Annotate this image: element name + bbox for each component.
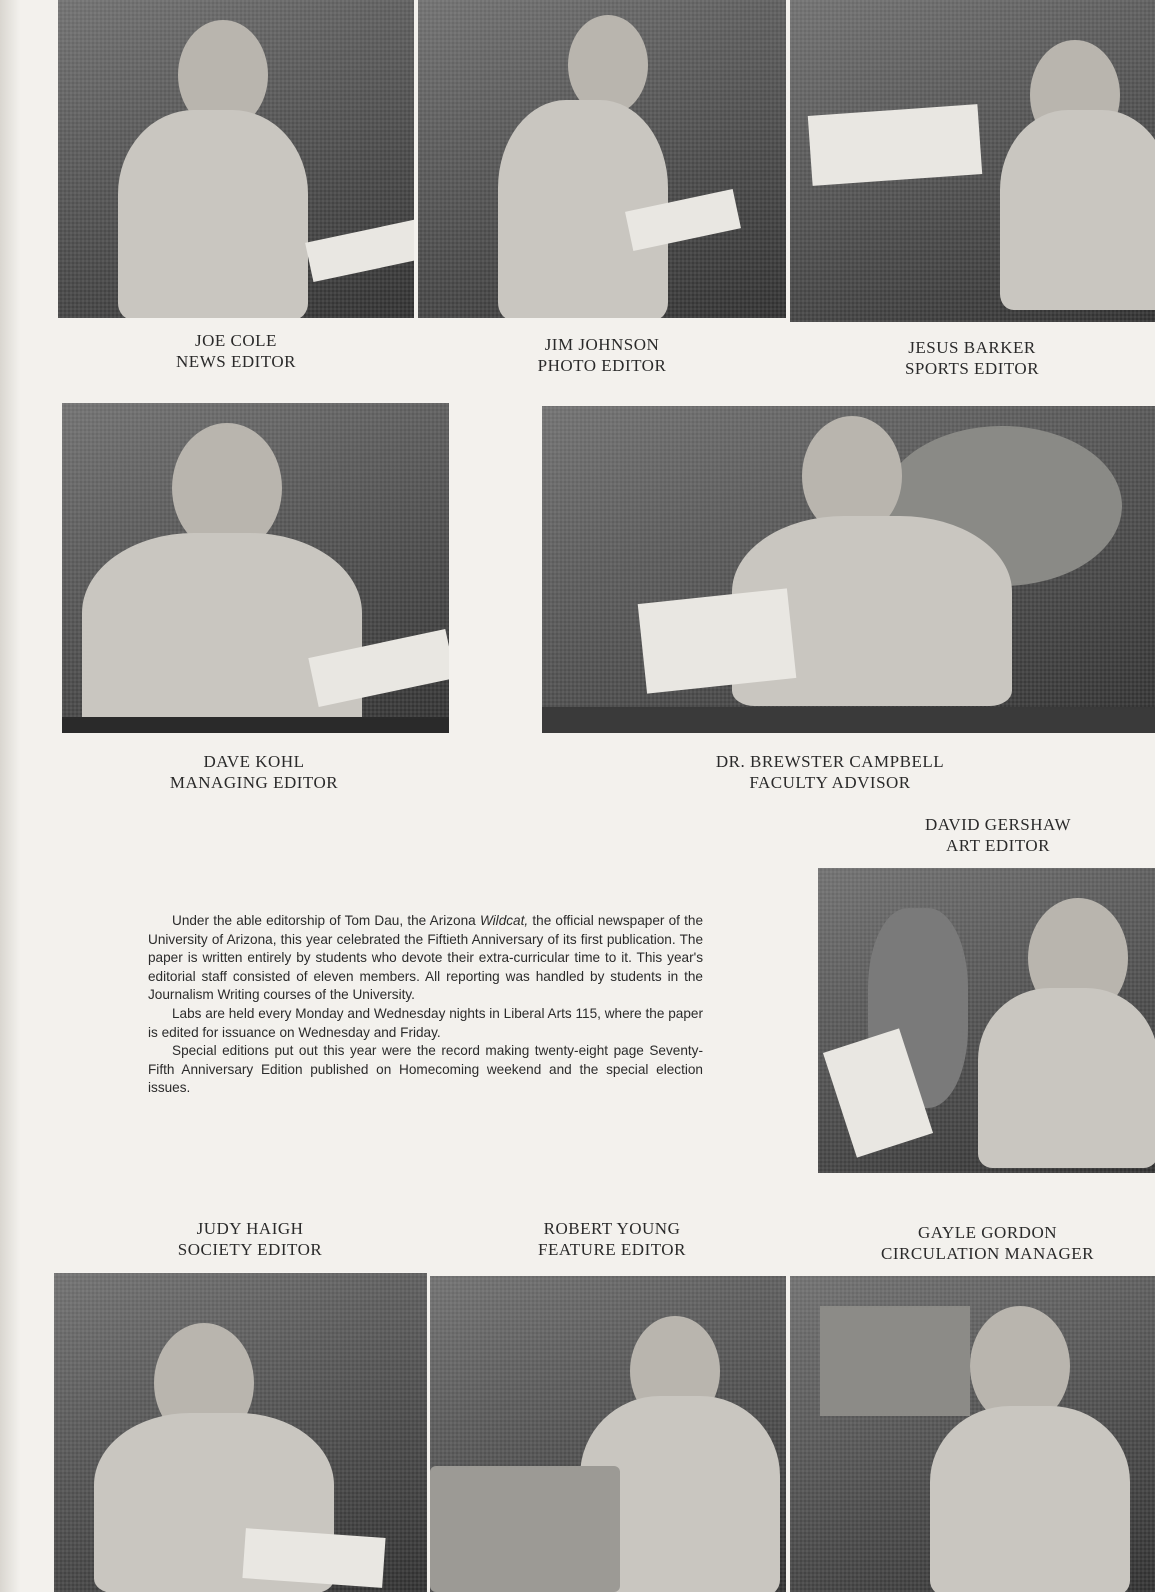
caption-title: MANAGING EDITOR — [169, 773, 339, 792]
caption-title: CIRCULATION MANAGER — [880, 1244, 1095, 1263]
caption-title: PHOTO EDITOR — [537, 356, 667, 375]
article-text — [148, 912, 703, 1098]
caption-title: SOCIETY EDITOR — [177, 1240, 323, 1259]
caption-name: DAVE KOHL — [203, 752, 305, 771]
photo-david-gershaw — [818, 868, 1155, 1173]
article-paragraph-3: Special editions put out this year were the record making twenty-eight page Seventy-Fifth Anniversary Edition published on Homecoming weekend and the special election issues. — [148, 1043, 703, 1096]
caption-robert-young — [494, 1218, 730, 1260]
caption-name: GAYLE GORDON — [917, 1223, 1057, 1242]
caption-title: SPORTS EDITOR — [904, 359, 1040, 378]
caption-jim-johnson — [484, 334, 720, 376]
photo-jim-johnson — [418, 0, 786, 318]
caption-name: DR. BREWSTER CAMPBELL — [715, 752, 945, 771]
caption-title: NEWS EDITOR — [176, 352, 296, 371]
photo-gayle-gordon — [790, 1276, 1155, 1592]
caption-name: DAVID GERSHAW — [924, 815, 1072, 834]
photo-dave-kohl — [62, 403, 449, 733]
photo-jesus-barker — [790, 0, 1155, 322]
caption-joe-cole — [118, 330, 354, 372]
caption-name: JOE COLE — [195, 331, 277, 350]
caption-title: FACULTY ADVISOR — [749, 773, 911, 792]
caption-name: JESUS BARKER — [908, 338, 1036, 357]
article-paragraph-2: Labs are held every Monday and Wednesday nights in Liberal Arts 115, where the paper is edited for issuance on Wednesday and Friday. — [148, 1005, 703, 1040]
caption-name: JUDY HAIGH — [196, 1219, 304, 1238]
newspaper-name: Wildcat, — [479, 913, 529, 928]
caption-judy-haigh — [132, 1218, 368, 1260]
caption-david-gershaw — [880, 814, 1116, 856]
caption-gayle-gordon — [850, 1222, 1125, 1264]
article-paragraph-1: Under the able editorship of Tom Dau, the Arizona Wildcat, the official newspaper of the University of Arizona, this year celebrated the Fiftieth Anniversary of its first publication. The paper is written entirely by students who devote their extra-curricular time to it. This year's editorial staff consisted of eleven members. All reporting was handled by students in the Journalism Writing courses of the University. — [148, 913, 704, 1003]
caption-brewster-campbell — [680, 751, 980, 793]
caption-name: JIM JOHNSON — [544, 335, 660, 354]
caption-title: FEATURE EDITOR — [538, 1240, 686, 1259]
caption-name: ROBERT YOUNG — [543, 1219, 681, 1238]
caption-dave-kohl — [136, 751, 372, 793]
photo-brewster-campbell — [542, 406, 1155, 733]
photo-joe-cole — [58, 0, 414, 318]
caption-jesus-barker — [854, 337, 1090, 379]
photo-judy-haigh — [54, 1273, 427, 1592]
photo-robert-young — [430, 1276, 786, 1592]
caption-title: ART EDITOR — [946, 836, 1050, 855]
page-spine-shadow — [0, 0, 20, 1592]
